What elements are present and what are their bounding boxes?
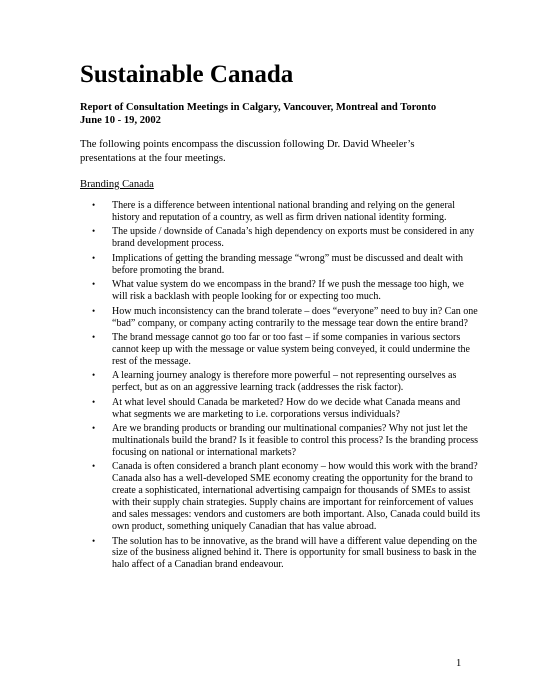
bullet-text: Implications of getting the branding message “wrong” must be discussed and dealt with before promoting the brand. xyxy=(112,252,464,276)
bullet-item xyxy=(92,305,480,330)
bullet-icon: • xyxy=(92,252,96,263)
bullet-text: Canada is often considered a branch plant economy – how would this work with the brand? Canada also has a well-developed SME economy creating the opportunity for the brand to create a sophisticated, international advertising campaign for thousands of SMEs to assist with their supply chain strategies. Supply chains are important for reinforcement of values and sales messages: vendors and customers are both important. Also, Canada could build its own product, something uniquely Canadian that has value abroad. xyxy=(112,461,480,532)
bullet-icon: • xyxy=(92,200,96,210)
bullet-item xyxy=(92,396,480,421)
report-subtitle xyxy=(80,101,480,127)
bullet-list xyxy=(92,200,480,574)
bullet-text: Are we branding products or branding our multinational companies? Why not just let the multinationals build the brand? Is it feasible to control this process? Is the branding process focusing on national or international markets? xyxy=(112,423,479,458)
document-title: Sustainable Canada xyxy=(80,61,294,88)
bullet-text: The brand message cannot go too far or too fast – if some companies in various sectors cannot keep up with the message or value system being conveyed, it could undermine the rest of the message. xyxy=(112,332,470,367)
bullet-item xyxy=(92,279,480,303)
bullet-text: A learning journey analogy is therefore more powerful – not representing ourselves as perfect, but as on an aggressive learning track (addresses the risk factor). xyxy=(112,370,457,394)
report-subtitle-line-1: Report of Consultation Meetings in Calgary, Vancouver, Montreal and Toronto xyxy=(80,102,437,113)
bullet-icon: • xyxy=(92,535,96,546)
bullet-item xyxy=(92,461,480,532)
intro-line-1: The following points encompass the discussion following Dr. David Wheeler’s xyxy=(80,139,415,150)
bullet-icon: • xyxy=(92,332,96,343)
intro-paragraph xyxy=(80,138,480,165)
bullet-text: The upside / downside of Canada’s high dependency on exports must be considered in any brand development process. xyxy=(112,226,475,250)
bullet-text: At what level should Canada be marketed? How do we decide what Canada means and what segments we are marketing to i.e. corporations versus individuals? xyxy=(112,396,461,420)
bullet-item xyxy=(92,252,480,277)
intro-line-2: presentations at the four meetings. xyxy=(80,152,226,164)
bullet-item xyxy=(92,226,480,250)
bullet-icon: • xyxy=(92,305,96,316)
bullet-text: There is a difference between intentional national branding and relying on the general history and reputation of a country, as well as firm driven national identity forming. xyxy=(112,200,456,223)
bullet-icon: • xyxy=(92,461,96,472)
bullet-icon: • xyxy=(92,226,96,237)
bullet-item xyxy=(92,200,480,224)
bullet-icon: • xyxy=(92,279,96,290)
bullet-item xyxy=(92,332,480,368)
bullet-item xyxy=(92,423,480,459)
bullet-icon: • xyxy=(92,370,96,381)
page-number: 1 xyxy=(456,658,462,669)
bullet-icon: • xyxy=(92,423,96,434)
report-subtitle-line-2: June 10 - 19, 2002 xyxy=(80,115,161,126)
bullet-item xyxy=(92,370,480,394)
bullet-icon: • xyxy=(92,396,96,407)
bullet-text: How much inconsistency can the brand tolerate – does “everyone” need to buy in? Can one “bad” company, or company acting contrarily to the message tear down the entire brand? xyxy=(112,305,478,329)
bullet-text: The solution has to be innovative, as the brand will have a different value depending on the size of the business aligned behind it. There is opportunity for small business to bask in the halo affect of a Canadian brand endeavour. xyxy=(112,535,477,571)
bullet-text: What value system do we encompass in the brand? If we push the message too high, we will risk a backlash with people looking for or expecting too much. xyxy=(112,279,464,303)
bullet-item xyxy=(92,535,480,572)
section-heading-branding-canada: Branding Canada xyxy=(80,179,154,190)
